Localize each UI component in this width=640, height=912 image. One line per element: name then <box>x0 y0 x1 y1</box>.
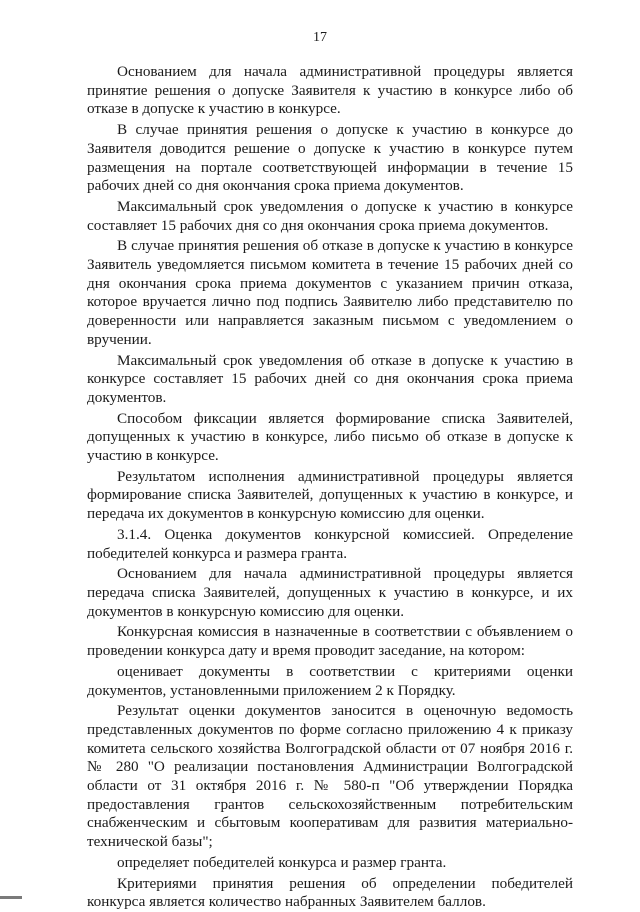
paragraph-procedure-result: Результатом исполнения административной процедуры является формирование списка Заявителей, допущенных к участию в конкурсе, и передача их документов в конкурсную комиссию для оценки. <box>87 467 573 523</box>
scan-edge-mark <box>0 896 22 899</box>
paragraph-commission-meeting: Конкурсная комиссия в назначенные в соответствии с объявлением о проведении конкурса дату и время проводит заседание, на котором: <box>87 623 573 660</box>
paragraph-refusal-notice: В случае принятия решения об отказе в допуске к участию в конкурсе Заявитель уведомляется письмом комитета в течение 15 рабочих дней со дня окончания срока приема документов с указанием причин отказа, которое вручается лично под подпись Заявителю либо представителю по доверенности или направляется заказным письмом с уведомлением о вручении. <box>87 237 573 348</box>
paragraph-evaluation-result: Результат оценки документов заносится в оценочную ведомость представленных документов по форме согласно приложению 4 к приказу комитета сельского хозяйства Волгоградской области от 07 ноября 2016 г. № 280 "О реализации постановления Администрации Волгоградской области от 31 октября 2016 г. № 580-п "Об утверждении Порядка предоставления грантов сельскохозяйственным потребительским снабженческим и сбытовым кооперативам для развития материально-технической базы"; <box>87 702 573 851</box>
paragraph-basis-admission: Основанием для начала административной процедуры является принятие решения о допуске Заявителя к участию в конкурсе либо об отказе в допуске к участию в конкурсе. <box>87 63 573 118</box>
paragraph-refusal-deadline: Максимальный срок уведомления об отказе в допуске к участию в конкурсе составляет 15 рабочих дней со дня окончания срока приема документов. <box>87 351 573 406</box>
page-number: 17 <box>313 30 327 45</box>
paragraph-decision-criteria: Критериями принятия решения об определении победителей конкурса является количество набранных Заявителем баллов. <box>87 874 573 911</box>
paragraph-admission-deadline: Максимальный срок уведомления о допуске к участию в конкурсе составляет 15 рабочих дня со дня окончания срока приема документов. <box>87 197 573 234</box>
document-body <box>87 63 573 912</box>
paragraph-fixation-method: Способом фиксации является формирование списка Заявителей, допущенных к участию в конкурсе, либо письмо об отказе в допуске к участию в конкурсе. <box>87 409 573 465</box>
paragraph-admission-notice: В случае принятия решения о допуске к участию в конкурсе до Заявителя доводится решение о допуске к участию в конкурсе путем размещения на портале соответствующей информации в течение 15 рабочих дней со дня окончания срока приема документов. <box>87 121 573 195</box>
paragraph-evaluates-documents: оценивает документы в соответствии с критериями оценки документов, установленными приложением 2 к Порядку. <box>87 662 573 699</box>
paragraph-determines-winners: определяет победителей конкурса и размер гранта. <box>117 853 447 871</box>
paragraph-section-3-1-4: 3.1.4. Оценка документов конкурсной комиссией. Определение победителей конкурса и размера гранта. <box>87 525 573 562</box>
paragraph-basis-evaluation: Основанием для начала административной процедуры является передача списка Заявителей, допущенных к участию в конкурсе, и их документов в конкурсную комиссию для оценки. <box>87 565 573 620</box>
